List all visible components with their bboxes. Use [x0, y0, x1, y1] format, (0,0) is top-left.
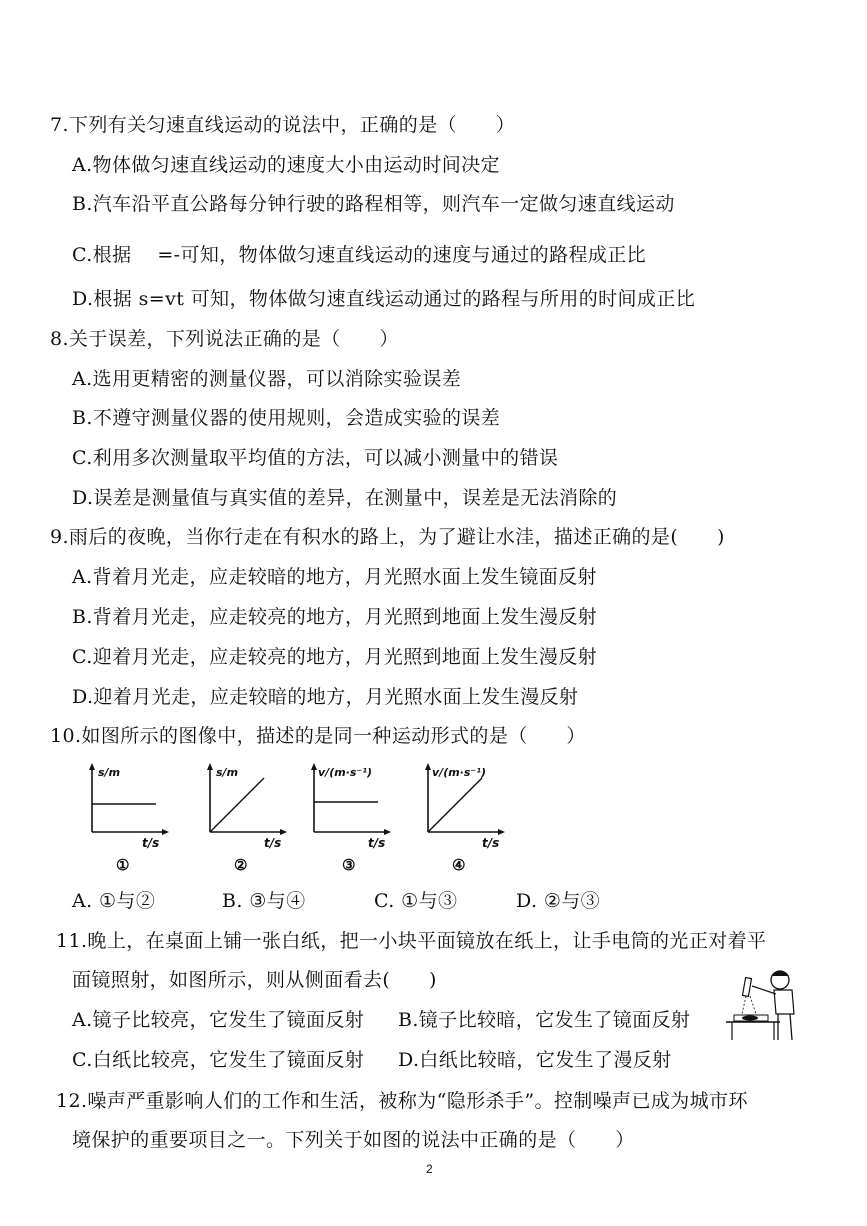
motion-graphs — [84, 760, 524, 878]
graph-2-ylabel: s/m — [216, 766, 239, 779]
q8-option-b: B.不遵守测量仪器的使用规则，会造成实验的误差 — [72, 407, 501, 429]
page-number: 2 — [426, 1162, 433, 1176]
q10-option-c: C. ①与③ — [374, 890, 458, 912]
q8-stem: 8.关于误差，下列说法正确的是（ ） — [50, 328, 399, 350]
q10-stem: 10.如图所示的图像中，描述的是同一种运动形式的是（ ） — [50, 725, 586, 747]
q11-stem-line1: 11.晚上，在桌面上铺一张白纸，把一小块平面镜放在纸上，让手电筒的光正对着平 — [56, 930, 767, 952]
q9-option-a: A.背着月光走，应走较暗的地方，月光照水面上发生镜面反射 — [72, 566, 597, 588]
graph-2-line — [210, 778, 264, 832]
graph-1-ylabel: s/m — [98, 766, 121, 779]
q9-option-b: B.背着月光走，应走较亮的地方，月光照到地面上发生漫反射 — [72, 606, 598, 628]
q10-option-d: D. ②与③ — [516, 890, 601, 912]
q11-option-d: D.白纸比较暗，它发生了漫反射 — [398, 1049, 672, 1071]
graph-4-number: ④ — [452, 856, 466, 874]
graph-2 — [202, 760, 306, 878]
graph-1-xlabel: t/s — [142, 836, 160, 850]
q9-stem: 9.雨后的夜晚，当你行走在有积水的路上，为了避让水洼，描述正确的是( ) — [50, 526, 725, 548]
q7-option-d: D.根据 s=vt 可知，物体做匀速直线运动通过的路程与所用的时间成正比 — [72, 288, 696, 310]
q12-stem-line1: 12.噪声严重影响人们的工作和生活，被称为“隐形杀手”。控制噪声已成为城市环 — [56, 1090, 748, 1112]
graph-3-xlabel: t/s — [368, 836, 386, 850]
q7-option-c: C.根据 =-可知，物体做匀速直线运动的速度与通过的路程成正比 — [72, 244, 647, 266]
q7-option-a: A.物体做匀速直线运动的速度大小由运动时间决定 — [72, 154, 500, 176]
flashlight-mirror-figure — [722, 964, 806, 1044]
q10-option-b: B. ③与④ — [222, 890, 306, 912]
q7-stem: 7.下列有关匀速直线运动的说法中，正确的是（ ） — [50, 114, 516, 136]
q11-option-b: B.镜子比较暗，它发生了镜面反射 — [398, 1009, 691, 1031]
graph-4-line — [428, 778, 482, 832]
q8-option-c: C.利用多次测量取平均值的方法，可以减小测量中的错误 — [72, 447, 559, 469]
q8-option-d: D.误差是测量值与真实值的差异，在测量中，误差是无法消除的 — [72, 487, 618, 509]
q11-stem-line2: 面镜照射，如图所示，则从侧面看去( ) — [72, 969, 437, 991]
q7-option-b: B.汽车沿平直公路每分钟行驶的路程相等，则汽车一定做匀速直线运动 — [72, 193, 675, 215]
q12-stem-line2: 境保护的重要项目之一。下列关于如图的说法中正确的是（ ） — [72, 1129, 635, 1151]
q8-option-a: A.选用更精密的测量仪器，可以消除实验误差 — [72, 368, 462, 390]
q9-option-d: D.迎着月光走，应走较暗的地方，月光照水面上发生漫反射 — [72, 686, 579, 708]
graph-3 — [306, 760, 410, 878]
q10-option-a: A. ①与② — [72, 890, 156, 912]
graph-2-xlabel: t/s — [264, 836, 282, 850]
graph-3-ylabel: v/(m·s⁻¹) — [318, 766, 373, 779]
q11-option-a: A.镜子比较亮，它发生了镜面反射 — [72, 1009, 365, 1031]
graph-1-number: ① — [116, 856, 130, 874]
q9-option-c: C.迎着月光走，应走较亮的地方，月光照到地面上发生漫反射 — [72, 646, 598, 668]
graph-4-xlabel: t/s — [482, 836, 500, 850]
graph-1 — [84, 760, 188, 878]
graph-2-number: ② — [234, 856, 248, 874]
graph-4 — [420, 760, 524, 878]
q11-option-c: C.白纸比较亮，它发生了镜面反射 — [72, 1049, 365, 1071]
graph-3-number: ③ — [342, 856, 356, 874]
graph-4-ylabel: v/(m·s⁻¹) — [432, 766, 487, 779]
